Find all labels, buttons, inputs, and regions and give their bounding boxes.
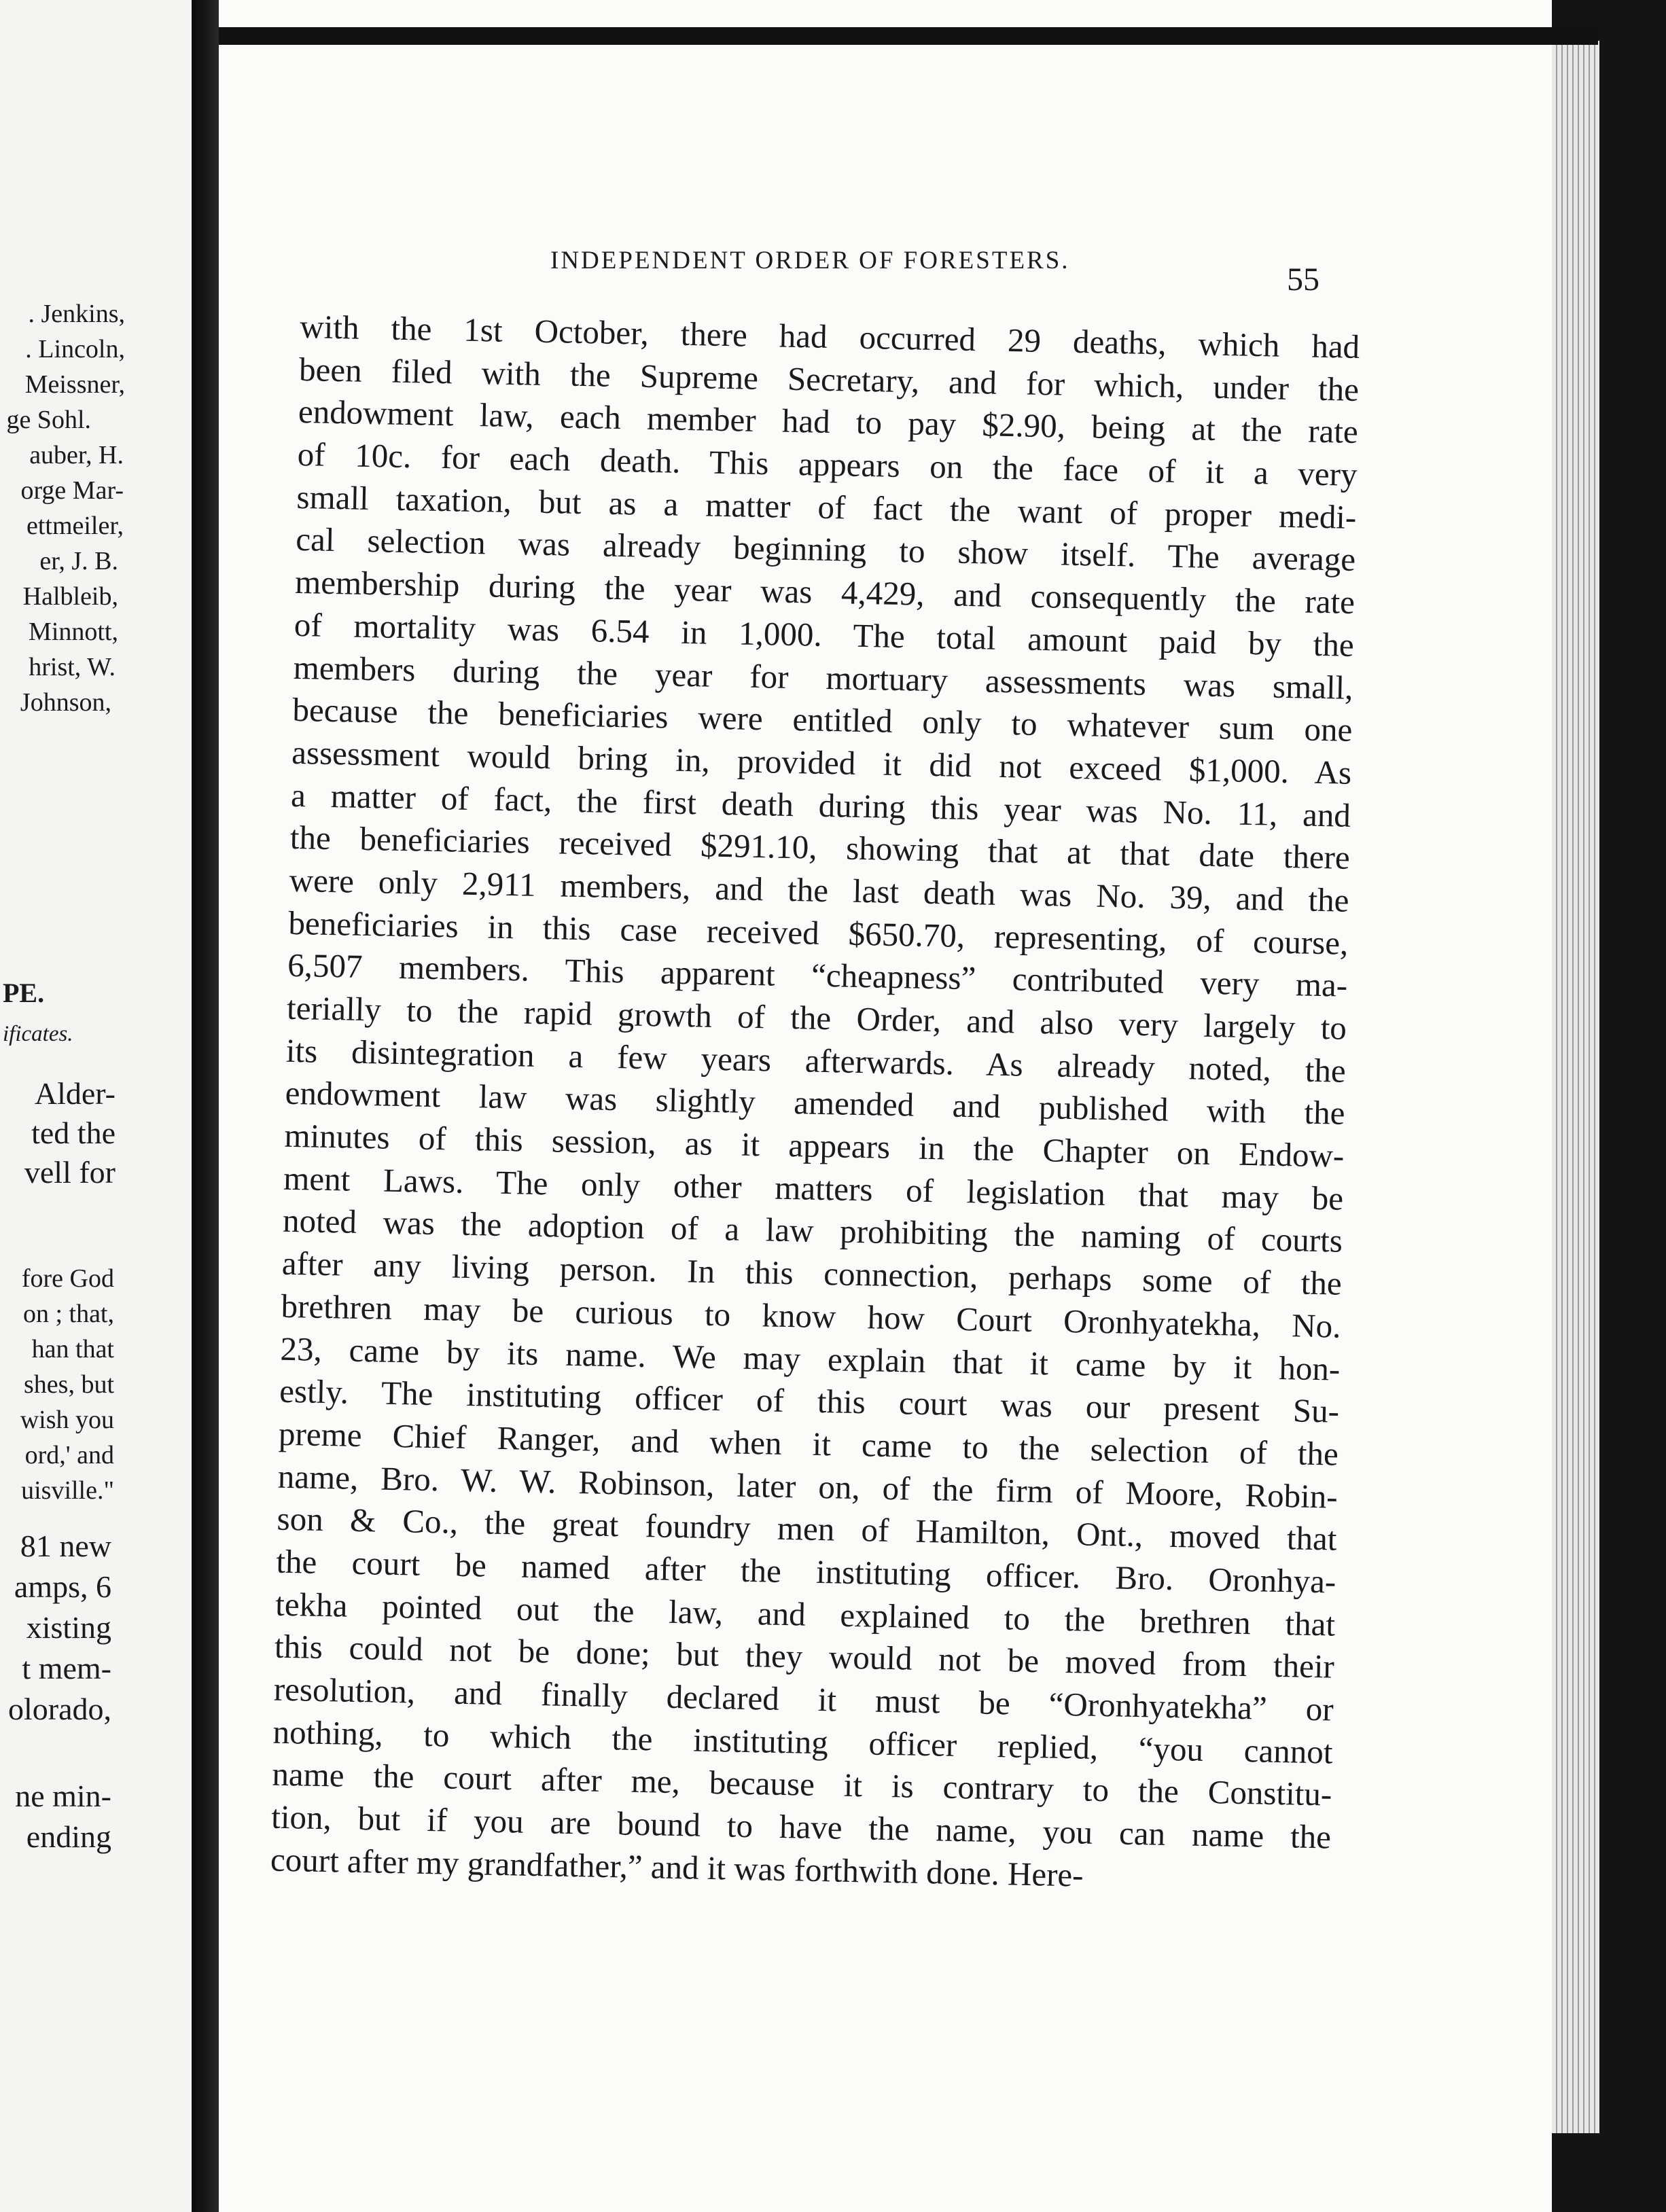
text-line: 23, came by its name. We may explain that it came by it hon- [280, 1330, 1341, 1388]
facing-page-line: uisville." [21, 1476, 114, 1505]
scan-top-edge [219, 27, 1598, 45]
facing-page-line: hrist, W. [29, 653, 116, 681]
facing-page-line: Alder- [34, 1076, 116, 1111]
page-edges [1552, 41, 1599, 2133]
facing-page-line: ted the [31, 1116, 116, 1150]
text-line: brethren may be curious to know how Court Oronhyatekha, No. [281, 1287, 1341, 1345]
text-line: preme Chief Ranger, and when it came to the selection of the [278, 1414, 1339, 1473]
facing-page-heading: PE. [3, 978, 45, 1008]
facing-page-line: ne min- [15, 1779, 111, 1813]
facing-page-line: vell for [24, 1155, 116, 1190]
facing-page-line: er, J. B. [39, 547, 118, 575]
text-line: court after my grandfather,” and it was forthwith done. Here- [270, 1840, 1084, 1894]
text-line: of mortality was 6.54 in 1,000. The total amount paid by the [294, 605, 1355, 664]
facing-page-line: han that [31, 1335, 114, 1363]
facing-page-line: auber, H. [29, 441, 124, 469]
text-line: beneficiaries in this case received $650.70, representing, of course, [288, 904, 1349, 962]
text-line: son & Co., the great foundry men of Hamilton, Ont., moved that [277, 1499, 1337, 1558]
facing-page-line: on ; that, [22, 1300, 114, 1328]
text-line: nothing, to which the instituting officer replied, “you cannot [272, 1713, 1333, 1771]
text-line: estly. The instituting officer of this court was our present Su- [279, 1372, 1340, 1430]
facing-page-line: Minnott, [29, 618, 118, 646]
facing-page-line: shes, but [24, 1370, 114, 1399]
text-line: tion, but if you are bound to have the name, you can name the [270, 1798, 1332, 1856]
page-number: 55 [1287, 262, 1319, 298]
text-line: because the beneficiaries were entitled only to whatever sum one [292, 691, 1353, 749]
facing-page-line: orge Mar- [20, 476, 124, 505]
text-line: tekha pointed out the law, and explained to the brethren that [274, 1585, 1336, 1643]
text-line: the beneficiaries received $291.10, showing that at that date there [289, 819, 1351, 877]
facing-page-line: . Jenkins, [28, 300, 125, 328]
text-line: resolution, and finally declared it must be “Oronhyatekha” or [273, 1670, 1334, 1728]
facing-page-line: fore God [21, 1264, 114, 1293]
text-line: after any living person. In this connection, perhaps some of the [281, 1244, 1343, 1302]
facing-page-subheading: ificates. [3, 1022, 73, 1046]
text-line: membership during the year was 4,429, and consequently the rate [294, 563, 1355, 621]
facing-page-line: Meissner, [24, 370, 125, 399]
text-line: were only 2,911 members, and the last death was No. 39, and the [289, 861, 1350, 919]
text-line: name, Bro. W. W. Robinson, later on, of the firm of Moore, Robin- [277, 1457, 1339, 1516]
text-line: ment Laws. The only other matters of legislation that may be [283, 1159, 1344, 1217]
facing-page-line: 81 new [20, 1529, 111, 1563]
text-line: cal selection was already beginning to show itself. The average [295, 520, 1356, 579]
text-line: terially to the rapid growth of the Order, and also very largely to [286, 988, 1347, 1047]
text-line: 6,507 members. This apparent “cheapness” contributed very ma- [287, 946, 1348, 1005]
body-text [270, 306, 1360, 1902]
facing-page-line: Halbleib, [22, 582, 118, 611]
facing-page-line: ending [26, 1819, 111, 1854]
facing-page-line: ord,' and [24, 1441, 114, 1469]
facing-page-line: amps, 6 [14, 1569, 111, 1604]
facing-page-line: t mem- [22, 1651, 111, 1685]
text-line: name the court after me, because it is contrary to the Constitu- [271, 1755, 1332, 1813]
running-header: INDEPENDENT ORDER OF FORESTERS. [550, 247, 1070, 274]
text-line: endowment law, each member had to pay $2.90, being at the rate [298, 393, 1359, 451]
text-line: this could not be done; but they would not be moved from their [274, 1627, 1335, 1685]
text-line: of 10c. for each death. This appears on the face of it a very [297, 435, 1358, 493]
facing-page-line: ge Sohl. [6, 406, 91, 434]
facing-page-line: Johnson, [20, 688, 111, 717]
text-line: been filed with the Supreme Secretary, and for which, under the [298, 350, 1360, 408]
facing-page-line: . Lincoln, [25, 335, 125, 363]
facing-page-line: olorado, [7, 1692, 111, 1726]
book-gutter [192, 0, 219, 2212]
text-line: the court be named after the instituting officer. Bro. Oronhya- [275, 1542, 1336, 1601]
facing-page-line: xisting [26, 1610, 111, 1645]
text-line: its disintegration a few years afterwards. As already noted, the [285, 1031, 1347, 1090]
text-line: members during the year for mortuary assessments was small, [293, 648, 1354, 707]
text-line: assessment would bring in, provided it did not exceed $1,000. As [291, 733, 1352, 791]
text-line: noted was the adoption of a law prohibiting the naming of courts [282, 1202, 1343, 1260]
facing-page-line: wish you [20, 1406, 114, 1434]
text-line: minutes of this session, as it appears in the Chapter on Endow- [284, 1116, 1345, 1175]
facing-page [0, 0, 192, 2212]
text-line: small taxation, but as a matter of fact the want of proper medi- [296, 478, 1357, 536]
text-line: endowment law was slightly amended and published with the [285, 1074, 1345, 1132]
facing-page-line: ettmeiler, [26, 512, 124, 540]
text-line: with the 1st October, there had occurred 29 deaths, which had [299, 307, 1360, 365]
text-line: a matter of fact, the first death during this year was No. 11, and [290, 776, 1351, 834]
